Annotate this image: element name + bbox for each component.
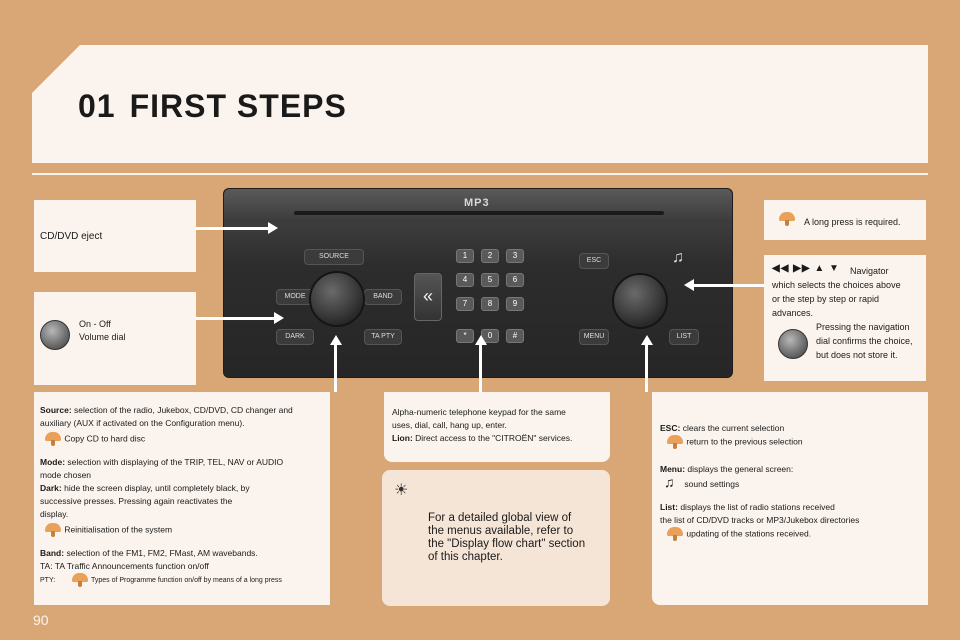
dark-label: Dark: [40, 483, 62, 493]
source-button: SOURCE [304, 249, 364, 265]
dial-desc-2: dial confirms the choice, [816, 336, 913, 346]
light-bulb-icon: ☀ [394, 482, 409, 499]
page-number: 90 [33, 612, 49, 628]
mp3-logo: MP3 [464, 197, 490, 209]
esc-arrow-line [645, 345, 648, 392]
menu-text: displays the general screen: [687, 464, 794, 474]
key-6: 6 [506, 273, 524, 287]
dark-text-3: display. [40, 509, 69, 519]
volume-arrow-line [196, 317, 274, 320]
key-hash: # [506, 329, 524, 343]
ta-pty-button: TA PTY [364, 329, 402, 345]
navigation-dial-icon [778, 329, 808, 359]
long-press-card [764, 200, 926, 240]
navigator-arrow-head [684, 279, 694, 291]
source-text-1: selection of the radio, Jukebox, CD/DVD, CD changer and [74, 405, 293, 415]
key-2: 2 [481, 249, 499, 263]
keypad-info-card [384, 392, 610, 462]
dial-desc-1: Pressing the navigation [816, 322, 910, 332]
cd-eject-label: CD/DVD eject [40, 231, 103, 242]
navigator-arrow-line [694, 284, 764, 287]
esc-text: clears the current selection [682, 423, 785, 433]
navigator-desc-1: which selects the choices above [772, 280, 901, 290]
tip-line-4: of this chapter. [428, 551, 503, 563]
pty-text: Types of Programme function on/off by means of a long press [90, 576, 282, 584]
source-label: Source: [40, 405, 72, 415]
chapter-number: 01 [78, 88, 116, 124]
radio-unit [223, 188, 733, 378]
source-arrow-head [330, 335, 342, 345]
on-off-card [34, 292, 196, 385]
esc-arrow-head [641, 335, 653, 345]
hint-icon [778, 212, 796, 226]
tip-line-3: the "Display flow chart" section [428, 538, 586, 550]
tip-line-2: the menus available, refer to [428, 525, 574, 537]
chapter-title: FIRST STEPS [129, 88, 347, 124]
key-5: 5 [481, 273, 499, 287]
list-text-1: displays the list of radio stations received [680, 502, 835, 512]
copy-cd-label: Copy CD to hard disc [64, 433, 146, 444]
pty-label: PTY: [40, 576, 56, 584]
list-label: List: [660, 502, 678, 512]
key-3: 3 [506, 249, 524, 263]
tip-card [382, 470, 610, 606]
key-4: 4 [456, 273, 474, 287]
tip-line-1: For a detailed global view of [428, 512, 572, 524]
navigator-card [764, 255, 926, 381]
source-arrow-line [334, 345, 337, 392]
keypad-arrow-line [479, 345, 482, 392]
volume-dial-label: Volume dial [79, 332, 126, 342]
volume-dial-icon [40, 320, 70, 350]
reinit-label: Reinitialisation of the system [64, 524, 173, 535]
hint-icon [44, 432, 62, 446]
hint-icon [666, 435, 684, 449]
lion-text: Direct access to the "CITROËN" services. [415, 433, 573, 443]
band-button: BAND [364, 289, 402, 305]
lion-label: Lion: [392, 433, 413, 443]
mode-text-2: mode chosen [40, 470, 92, 480]
navigation-info-card [652, 392, 928, 605]
lion-button: « [414, 273, 442, 321]
volume-knob [309, 271, 365, 327]
source-text-2: auxiliary (AUX if activated on the Configuration menu). [40, 418, 245, 428]
dark-button: DARK [276, 329, 314, 345]
dark-text-2: successive presses. Pressing again reactivates the [40, 496, 233, 506]
mode-button: MODE [276, 289, 314, 305]
cd-eject-card [34, 200, 196, 272]
key-9: 9 [506, 297, 524, 311]
hint-icon [71, 573, 89, 587]
esc-hint: return to the previous selection [686, 436, 803, 447]
key-1: 1 [456, 249, 474, 263]
cd-slot [294, 211, 664, 215]
menu-hint: sound settings [684, 479, 740, 489]
key-star: * [456, 329, 474, 343]
navigator-desc-3: advances. [772, 308, 814, 318]
hint-icon [666, 527, 684, 541]
list-hint: updating of the stations received. [686, 528, 812, 539]
list-button: LIST [669, 329, 699, 345]
volume-arrow-head [274, 312, 284, 324]
mode-text-1: selection with displaying of the TRIP, TEL, NAV or AUDIO [67, 457, 284, 467]
menu-button: MENU [579, 329, 609, 345]
keypad-line-2: uses, dial, call, hang up, enter. [392, 420, 507, 430]
key-8: 8 [481, 297, 499, 311]
menu-label: Menu: [660, 464, 686, 474]
page-title [78, 88, 347, 125]
band-text: selection of the FM1, FM2, FMast, AM wavebands. [66, 548, 258, 558]
source-info-card [34, 392, 330, 605]
mode-label: Mode: [40, 457, 66, 467]
esc-label: ESC: [660, 423, 681, 433]
band-label: Band: [40, 548, 65, 558]
cd-eject-arrow-head [268, 222, 278, 234]
navigator-label: Navigator [850, 266, 889, 276]
ta-text: TA: TA Traffic Announcements function on/off [40, 561, 209, 571]
hint-icon [44, 523, 62, 537]
keypad-arrow-head [475, 335, 487, 345]
navigation-knob [612, 273, 668, 329]
cd-eject-arrow-line [196, 227, 268, 230]
dark-text-1: hide the screen display, until completely black, by [64, 483, 250, 493]
music-note-icon: ♫ [672, 249, 684, 266]
dial-desc-3: but does not store it. [816, 350, 898, 360]
on-off-label: On - Off [79, 319, 111, 329]
key-7: 7 [456, 297, 474, 311]
keypad-line-1: Alpha-numeric telephone keypad for the same [392, 407, 566, 417]
esc-button: ESC [579, 253, 609, 269]
long-press-label: A long press is required. [804, 217, 901, 227]
navigator-desc-2: or the step by step or rapid [772, 294, 880, 304]
key-0: 0 [481, 329, 499, 343]
navigator-symbols: ◀◀ ▶▶ ▲ ▼ [772, 263, 840, 274]
list-text-2: the list of CD/DVD tracks or MP3/Jukebox directories [660, 515, 860, 525]
music-note-icon: ♫ [664, 474, 675, 490]
